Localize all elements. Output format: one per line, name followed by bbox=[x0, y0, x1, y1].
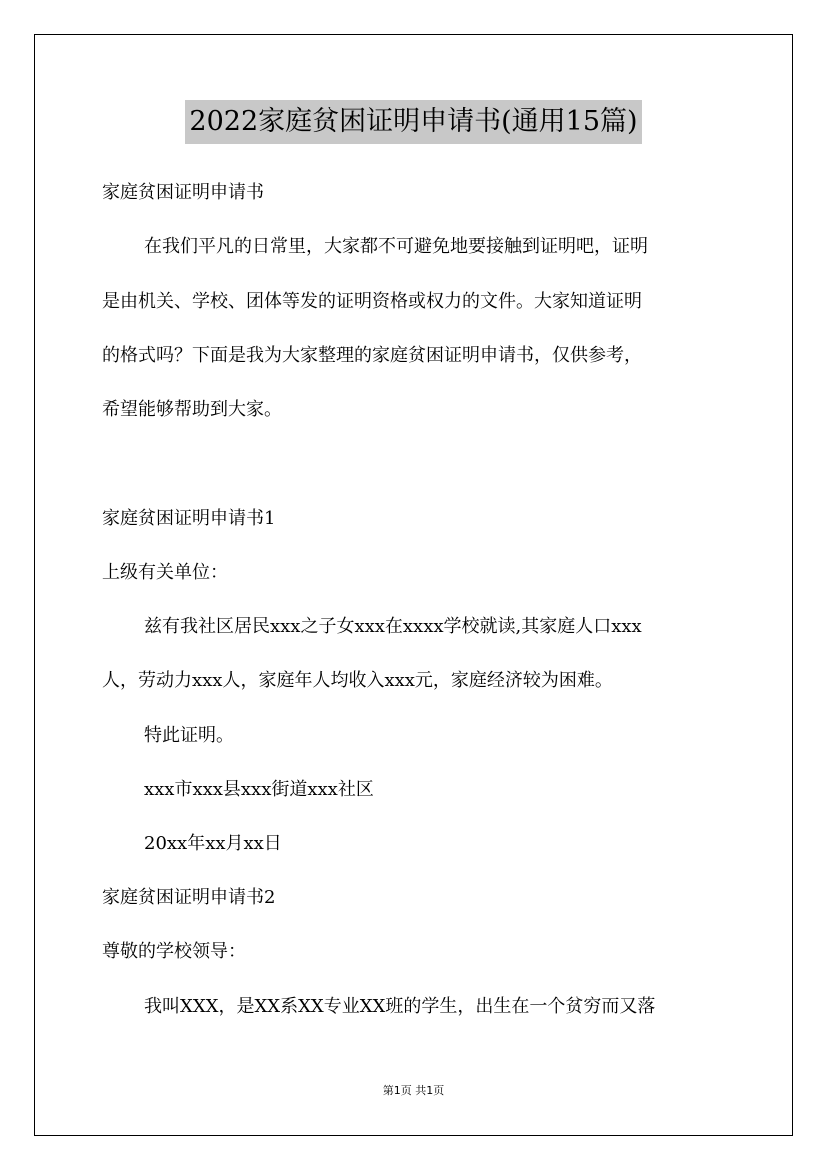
salutation: 上级有关单位： bbox=[102, 562, 228, 583]
paragraph-line: 特此证明。 bbox=[144, 725, 234, 746]
paragraph-line: 兹有我社区居民xxx之子女xxx在xxxx学校就读,其家庭人口xxx bbox=[144, 616, 642, 637]
paragraph-line: 希望能够帮助到大家。 bbox=[102, 399, 282, 420]
paragraph-line: 我叫XXX，是XX系XX专业XX班的学生，出生在一个贫穷而又落 bbox=[144, 996, 656, 1017]
document-title: 2022家庭贫困证明申请书(通用15篇) bbox=[185, 100, 641, 144]
date-line: 20xx年xx月xx日 bbox=[144, 833, 282, 854]
page-footer: 第1页 共1页 bbox=[382, 1084, 445, 1097]
paragraph-line: 人，劳动力xxx人，家庭年人均收入xxx元，家庭经济较为困难。 bbox=[102, 670, 613, 691]
salutation: 尊敬的学校领导： bbox=[102, 941, 246, 962]
paragraph-line: 在我们平凡的日常里，大家都不可避免地要接触到证明吧，证明 bbox=[144, 236, 648, 257]
title-container bbox=[0, 100, 827, 144]
paragraph-line: 是由机关、学校、团体等发的证明资格或权力的文件。大家知道证明 bbox=[102, 291, 642, 312]
section-heading: 家庭贫困证明申请书 bbox=[102, 182, 264, 203]
paragraph-line: 的格式吗？下面是我为大家整理的家庭贫困证明申请书，仅供参考， bbox=[102, 345, 642, 366]
signature-line: xxx市xxx县xxx街道xxx社区 bbox=[144, 779, 374, 800]
section-heading: 家庭贫困证明申请书1 bbox=[102, 508, 276, 529]
section-heading: 家庭贫困证明申请书2 bbox=[102, 887, 276, 908]
